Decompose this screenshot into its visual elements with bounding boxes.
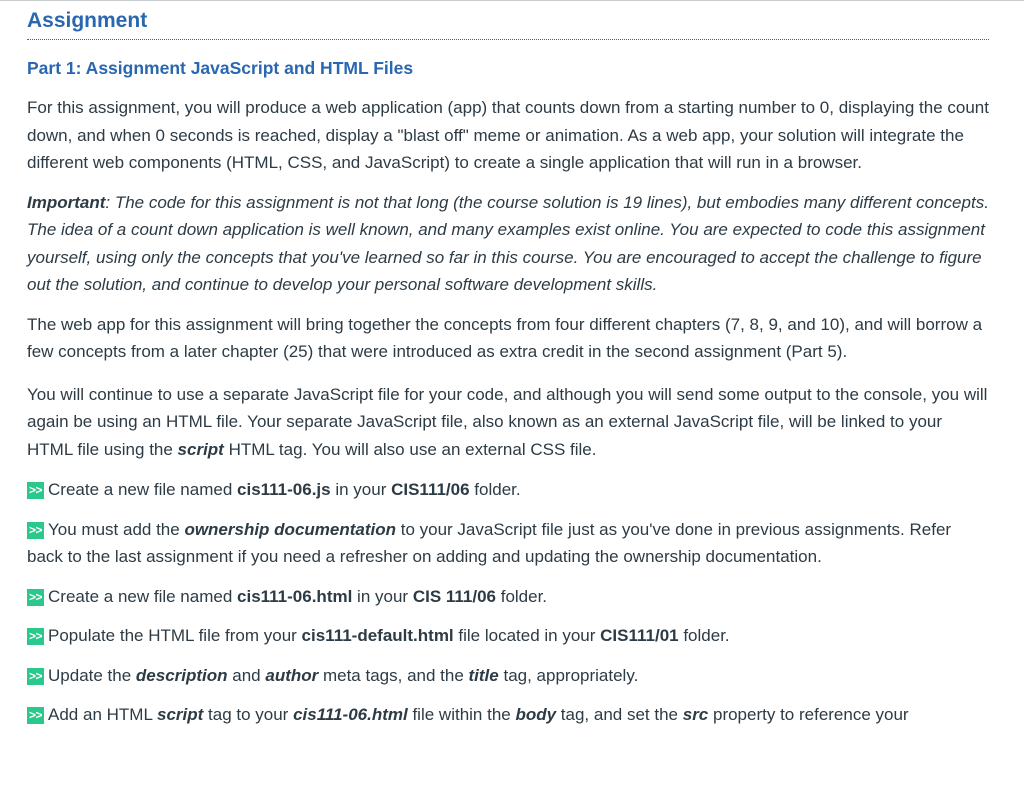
separate-text-2: HTML tag. You will also use an external CSS file. [223,439,597,459]
step-text: Add an HTML [48,705,157,724]
step-text: to your JavaScript file just as you've done in previous assignments. Refer back to the last assignment if you need a refresher on adding and updating the ownership documentation. [27,519,952,566]
step-folder: CIS 111/06 [412,586,496,606]
part-1-heading: Part 1: Assignment JavaScript and HTML Files [27,58,414,78]
step-ownership-documentation [27,516,989,571]
step-update-meta-tags [27,662,989,690]
separate-file-paragraph [27,381,989,464]
step-text: folder. [469,480,521,499]
step-text: folder. [496,586,548,606]
top-divider [0,0,1024,1]
step-emphasis: cis111-06.html [293,705,408,724]
step-text: Create a new file named [48,586,238,606]
step-arrow-icon: >> [29,483,43,497]
step-text: tag to your [203,705,294,724]
step-filename: cis111-06.js [237,480,331,499]
step-emphasis: ownership documentation [184,519,396,539]
script-keyword: script [177,439,224,459]
step-create-js-file [27,476,989,504]
step-add-script-tag [27,701,989,729]
step-text: property to reference your [708,705,909,724]
step-text: You must add the [48,519,185,539]
step-text: file within the [407,705,516,724]
step-arrow-icon: >> [29,668,43,683]
page-title: Assignment [27,6,989,40]
assignment-content [27,6,989,729]
step-text: in your [352,586,413,606]
step-emphasis: script [157,705,204,724]
step-text: folder. [678,626,730,645]
step-text: Create a new file named [48,480,238,499]
step-filename: cis111-06.html [237,586,353,606]
step-folder: CIS111/01 [600,626,679,645]
important-note [27,189,989,299]
step-emphasis: body [515,705,557,724]
step-emphasis: author [265,665,319,685]
step-emphasis: description [135,665,228,685]
step-text: in your [330,480,392,499]
step-text: tag, appropriately. [498,665,639,685]
important-text: : The code for this assignment is not that long (the course solution is 19 lines), but embodies many different concepts. The idea of a count down application is well known, and many examples exist online. You are expected to code this assignment yourself, using only the concepts that you've learned so far in this course. You are encouraged to accept the challenge to figure out the solution, and continue to develop your personal software development skills. [27,192,989,294]
step-create-html-file [27,583,989,611]
separate-text-1: You will continue to use a separate JavaScript file for your code, and although you will send some output to the console, you will again be using an HTML file. Your separate JavaScript file, also known as an external JavaScript file, will be linked to your HTML file using the [27,384,988,459]
concepts-paragraph: The web app for this assignment will bring together the concepts from four different chapters (7, 8, 9, and 10), and will borrow a few concepts from a later chapter (25) that were introduced as extra credit in the second assignment (Part 5). [27,314,983,361]
step-text: and [227,665,266,685]
step-filename: cis111-default.html [301,626,454,645]
step-text: Populate the HTML file from your [48,626,302,645]
step-arrow-icon: >> [29,522,43,537]
step-text: Update the [48,665,136,685]
step-text: tag, and set the [556,705,683,724]
step-folder: CIS111/06 [391,480,470,499]
step-arrow-icon: >> [29,629,43,643]
step-emphasis: src [682,705,709,724]
intro-paragraph: For this assignment, you will produce a web application (app) that counts down from a starting number to 0, displaying the count down, and when 0 seconds is reached, display a "blast off" meme or animation. As a web app, your solution will integrate the different web components (HTML, CSS, and JavaScript) to create a single application that will run in a browser. [27,98,989,172]
step-arrow-icon: >> [29,589,43,604]
step-arrow-icon: >> [29,708,43,722]
step-emphasis: title [468,665,499,685]
step-text: meta tags, and the [318,665,469,685]
step-text: file located in your [453,626,601,645]
step-populate-html [27,622,989,650]
important-label: Important [27,192,106,212]
